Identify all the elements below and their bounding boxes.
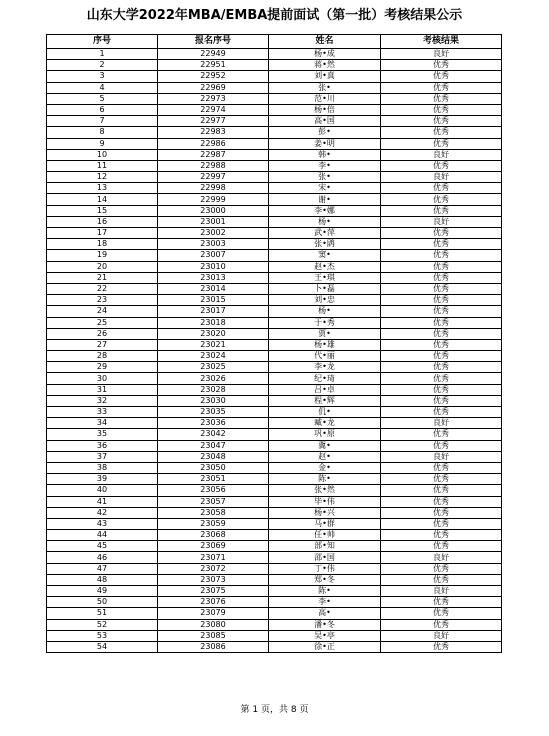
cell-result: 优秀 — [381, 541, 502, 552]
cell-registration-number: 23002 — [158, 228, 269, 239]
table-row — [47, 351, 502, 362]
page-footer: 第 1 页，共 8 页 — [240, 705, 309, 715]
cell-registration-number: 23069 — [158, 541, 269, 552]
cell-name: 丁•伟 — [269, 563, 381, 574]
cell-name: 谢• — [269, 194, 381, 205]
cell-name: 潘•冬 — [269, 619, 381, 630]
cell-serial: 54 — [47, 641, 158, 652]
cell-registration-number: 22974 — [158, 104, 269, 115]
table-row — [47, 317, 502, 328]
cell-serial: 13 — [47, 183, 158, 194]
cell-result: 优秀 — [381, 160, 502, 171]
table-row — [47, 518, 502, 529]
cell-registration-number: 23007 — [158, 250, 269, 261]
cell-name: 武•萍 — [269, 228, 381, 239]
cell-registration-number: 23015 — [158, 295, 269, 306]
cell-registration-number: 22969 — [158, 82, 269, 93]
cell-registration-number: 23018 — [158, 317, 269, 328]
cell-registration-number: 23024 — [158, 351, 269, 362]
table-row — [47, 339, 502, 350]
cell-result: 优秀 — [381, 507, 502, 518]
cell-name: 窦• — [269, 250, 381, 261]
cell-registration-number: 23080 — [158, 619, 269, 630]
cell-name: 张• — [269, 172, 381, 183]
cell-serial: 44 — [47, 530, 158, 541]
table-row — [47, 261, 502, 272]
cell-serial: 22 — [47, 283, 158, 294]
cell-serial: 38 — [47, 462, 158, 473]
cell-registration-number: 22977 — [158, 116, 269, 127]
cell-result: 优秀 — [381, 462, 502, 473]
cell-serial: 39 — [47, 474, 158, 485]
table-row — [47, 362, 502, 373]
cell-name: 张•鹍 — [269, 239, 381, 250]
table-row — [47, 138, 502, 149]
cell-result: 优秀 — [381, 272, 502, 283]
cell-serial: 21 — [47, 272, 158, 283]
cell-name: 宋• — [269, 183, 381, 194]
cell-result: 优秀 — [381, 474, 502, 485]
table-row — [47, 82, 502, 93]
table-row — [47, 127, 502, 138]
cell-name: 李•龙 — [269, 362, 381, 373]
cell-serial: 18 — [47, 239, 158, 250]
table-row — [47, 552, 502, 563]
cell-registration-number: 23026 — [158, 373, 269, 384]
cell-name: 李• — [269, 160, 381, 171]
page-title: 山东大学2022年MBA/EMBA提前面试（第一批）考核结果公示 — [86, 8, 463, 23]
cell-name: 李• — [269, 597, 381, 608]
table-row — [47, 608, 502, 619]
cell-name: 范•川 — [269, 93, 381, 104]
cell-result: 优秀 — [381, 373, 502, 384]
cell-registration-number: 23073 — [158, 574, 269, 585]
cell-result: 良好 — [381, 451, 502, 462]
cell-registration-number: 23025 — [158, 362, 269, 373]
table-row — [47, 250, 502, 261]
cell-result: 优秀 — [381, 317, 502, 328]
cell-result: 优秀 — [381, 407, 502, 418]
cell-serial: 46 — [47, 552, 158, 563]
cell-serial: 26 — [47, 328, 158, 339]
cell-serial: 23 — [47, 295, 158, 306]
cell-name: 卜•磊 — [269, 283, 381, 294]
cell-result: 优秀 — [381, 82, 502, 93]
table-row — [47, 407, 502, 418]
cell-serial: 7 — [47, 116, 158, 127]
cell-name: 刘•真 — [269, 71, 381, 82]
cell-registration-number: 22952 — [158, 71, 269, 82]
cell-serial: 50 — [47, 597, 158, 608]
table-row — [47, 619, 502, 630]
cell-name: 吕•卓 — [269, 384, 381, 395]
cell-registration-number: 23072 — [158, 563, 269, 574]
cell-serial: 52 — [47, 619, 158, 630]
table-row — [47, 440, 502, 451]
cell-result: 优秀 — [381, 574, 502, 585]
cell-serial: 32 — [47, 395, 158, 406]
cell-serial: 10 — [47, 149, 158, 160]
cell-name: 邵•国 — [269, 552, 381, 563]
cell-result: 优秀 — [381, 60, 502, 71]
cell-serial: 19 — [47, 250, 158, 261]
table-row — [47, 630, 502, 641]
cell-result: 良好 — [381, 172, 502, 183]
cell-result: 优秀 — [381, 239, 502, 250]
cell-name: 任•帅 — [269, 530, 381, 541]
cell-registration-number: 23042 — [158, 429, 269, 440]
cell-serial: 9 — [47, 138, 158, 149]
cell-serial: 1 — [47, 49, 158, 60]
cell-name: 杨•成 — [269, 49, 381, 60]
cell-serial: 42 — [47, 507, 158, 518]
cell-result: 良好 — [381, 552, 502, 563]
cell-registration-number: 23056 — [158, 485, 269, 496]
cell-name: 杨• — [269, 216, 381, 227]
table-row — [47, 283, 502, 294]
cell-result: 优秀 — [381, 395, 502, 406]
header-result: 考核结果 — [381, 35, 502, 49]
results-table — [46, 34, 502, 653]
table-row — [47, 194, 502, 205]
table-row — [47, 116, 502, 127]
table-row — [47, 384, 502, 395]
cell-registration-number: 23059 — [158, 518, 269, 529]
cell-result: 优秀 — [381, 250, 502, 261]
cell-serial: 30 — [47, 373, 158, 384]
cell-registration-number: 22988 — [158, 160, 269, 171]
table-row — [47, 641, 502, 652]
cell-registration-number: 23051 — [158, 474, 269, 485]
cell-result: 良好 — [381, 586, 502, 597]
cell-serial: 47 — [47, 563, 158, 574]
header-serial: 序号 — [47, 35, 158, 49]
cell-name: 张• — [269, 82, 381, 93]
cell-serial: 6 — [47, 104, 158, 115]
table-row — [47, 149, 502, 160]
table-row — [47, 183, 502, 194]
cell-name: 陈• — [269, 586, 381, 597]
table-row — [47, 216, 502, 227]
table-row — [47, 530, 502, 541]
cell-registration-number: 23020 — [158, 328, 269, 339]
cell-serial: 33 — [47, 407, 158, 418]
cell-name: 李•娜 — [269, 205, 381, 216]
cell-serial: 35 — [47, 429, 158, 440]
cell-result: 良好 — [381, 149, 502, 160]
cell-name: 毕•伟 — [269, 496, 381, 507]
cell-serial: 31 — [47, 384, 158, 395]
cell-result: 优秀 — [381, 205, 502, 216]
cell-name: 姜•明 — [269, 138, 381, 149]
cell-serial: 48 — [47, 574, 158, 585]
cell-registration-number: 23021 — [158, 339, 269, 350]
table-row — [47, 541, 502, 552]
cell-serial: 8 — [47, 127, 158, 138]
cell-result: 优秀 — [381, 261, 502, 272]
table-row — [47, 49, 502, 60]
cell-serial: 45 — [47, 541, 158, 552]
table-row — [47, 71, 502, 82]
cell-name: 高•国 — [269, 116, 381, 127]
cell-name: 于•秀 — [269, 317, 381, 328]
cell-name: 吴•亭 — [269, 630, 381, 641]
cell-result: 优秀 — [381, 339, 502, 350]
cell-result: 优秀 — [381, 429, 502, 440]
cell-result: 优秀 — [381, 183, 502, 194]
cell-name: 徐•正 — [269, 641, 381, 652]
table-row — [47, 60, 502, 71]
cell-serial: 15 — [47, 205, 158, 216]
table-row — [47, 160, 502, 171]
cell-serial: 29 — [47, 362, 158, 373]
table-row — [47, 395, 502, 406]
table-header-row — [47, 35, 502, 49]
cell-registration-number: 23048 — [158, 451, 269, 462]
cell-registration-number: 23071 — [158, 552, 269, 563]
cell-registration-number: 23036 — [158, 418, 269, 429]
cell-registration-number: 22986 — [158, 138, 269, 149]
cell-result: 优秀 — [381, 362, 502, 373]
cell-registration-number: 23013 — [158, 272, 269, 283]
cell-result: 优秀 — [381, 116, 502, 127]
cell-registration-number: 22998 — [158, 183, 269, 194]
cell-name: 杨• — [269, 306, 381, 317]
cell-result: 优秀 — [381, 563, 502, 574]
table-row — [47, 239, 502, 250]
header-registration-number: 报名序号 — [158, 35, 269, 49]
cell-result: 优秀 — [381, 608, 502, 619]
cell-serial: 3 — [47, 71, 158, 82]
table-row — [47, 474, 502, 485]
table-row — [47, 597, 502, 608]
cell-result: 优秀 — [381, 485, 502, 496]
cell-registration-number: 22987 — [158, 149, 269, 160]
cell-name: 臧•龙 — [269, 418, 381, 429]
table-row — [47, 205, 502, 216]
cell-registration-number: 23085 — [158, 630, 269, 641]
cell-serial: 41 — [47, 496, 158, 507]
table-row — [47, 93, 502, 104]
cell-result: 优秀 — [381, 496, 502, 507]
cell-registration-number: 23058 — [158, 507, 269, 518]
cell-result: 优秀 — [381, 138, 502, 149]
cell-serial: 16 — [47, 216, 158, 227]
table-row — [47, 228, 502, 239]
cell-name: 冀• — [269, 440, 381, 451]
cell-name: 金• — [269, 462, 381, 473]
cell-name: 部•知 — [269, 541, 381, 552]
cell-name: 巩•原 — [269, 429, 381, 440]
cell-registration-number: 23001 — [158, 216, 269, 227]
table-row — [47, 462, 502, 473]
table-row — [47, 104, 502, 115]
cell-result: 优秀 — [381, 351, 502, 362]
cell-serial: 4 — [47, 82, 158, 93]
cell-serial: 2 — [47, 60, 158, 71]
cell-registration-number: 23028 — [158, 384, 269, 395]
cell-serial: 34 — [47, 418, 158, 429]
cell-name: 高• — [269, 608, 381, 619]
cell-serial: 51 — [47, 608, 158, 619]
cell-serial: 11 — [47, 160, 158, 171]
cell-name: 韩• — [269, 149, 381, 160]
cell-name: 蒋•然 — [269, 60, 381, 71]
cell-serial: 14 — [47, 194, 158, 205]
table-row — [47, 306, 502, 317]
cell-result: 优秀 — [381, 440, 502, 451]
cell-result: 优秀 — [381, 127, 502, 138]
cell-result: 优秀 — [381, 306, 502, 317]
cell-serial: 25 — [47, 317, 158, 328]
table-row — [47, 563, 502, 574]
cell-registration-number: 23086 — [158, 641, 269, 652]
header-name: 姓名 — [269, 35, 381, 49]
cell-name: 贾• — [269, 328, 381, 339]
cell-registration-number: 22999 — [158, 194, 269, 205]
cell-serial: 53 — [47, 630, 158, 641]
cell-result: 优秀 — [381, 194, 502, 205]
cell-serial: 37 — [47, 451, 158, 462]
cell-result: 优秀 — [381, 530, 502, 541]
table-row — [47, 295, 502, 306]
cell-registration-number: 23010 — [158, 261, 269, 272]
cell-registration-number: 23003 — [158, 239, 269, 250]
cell-result: 优秀 — [381, 518, 502, 529]
cell-result: 良好 — [381, 418, 502, 429]
cell-serial: 28 — [47, 351, 158, 362]
cell-result: 优秀 — [381, 328, 502, 339]
cell-registration-number: 22997 — [158, 172, 269, 183]
cell-result: 优秀 — [381, 384, 502, 395]
cell-name: 陈• — [269, 474, 381, 485]
cell-registration-number: 23030 — [158, 395, 269, 406]
cell-serial: 49 — [47, 586, 158, 597]
cell-serial: 5 — [47, 93, 158, 104]
cell-name: 代•丽 — [269, 351, 381, 362]
cell-name: 赵•杰 — [269, 261, 381, 272]
cell-result: 良好 — [381, 630, 502, 641]
cell-name: 杨•雄 — [269, 339, 381, 350]
cell-result: 优秀 — [381, 597, 502, 608]
cell-registration-number: 23000 — [158, 205, 269, 216]
cell-registration-number: 23068 — [158, 530, 269, 541]
cell-name: 马•群 — [269, 518, 381, 529]
table-body — [47, 49, 502, 653]
table-row — [47, 586, 502, 597]
cell-serial: 17 — [47, 228, 158, 239]
cell-name: 程•辉 — [269, 395, 381, 406]
cell-name: 仉• — [269, 407, 381, 418]
cell-result: 优秀 — [381, 93, 502, 104]
cell-name: 王•琪 — [269, 272, 381, 283]
cell-name: 刘•忠 — [269, 295, 381, 306]
cell-registration-number: 23047 — [158, 440, 269, 451]
cell-serial: 27 — [47, 339, 158, 350]
cell-registration-number: 23014 — [158, 283, 269, 294]
table-row — [47, 496, 502, 507]
cell-name: 张•然 — [269, 485, 381, 496]
table-row — [47, 485, 502, 496]
table-row — [47, 507, 502, 518]
cell-result: 良好 — [381, 49, 502, 60]
cell-registration-number: 23076 — [158, 597, 269, 608]
cell-result: 优秀 — [381, 283, 502, 294]
table-row — [47, 272, 502, 283]
table-row — [47, 451, 502, 462]
cell-name: 彭• — [269, 127, 381, 138]
cell-serial: 43 — [47, 518, 158, 529]
cell-registration-number: 23057 — [158, 496, 269, 507]
cell-result: 优秀 — [381, 619, 502, 630]
cell-name: 纪•琦 — [269, 373, 381, 384]
cell-registration-number: 22983 — [158, 127, 269, 138]
cell-name: 郑•冬 — [269, 574, 381, 585]
cell-result: 优秀 — [381, 104, 502, 115]
cell-registration-number: 23075 — [158, 586, 269, 597]
cell-serial: 36 — [47, 440, 158, 451]
table-row — [47, 429, 502, 440]
cell-serial: 20 — [47, 261, 158, 272]
cell-registration-number: 22973 — [158, 93, 269, 104]
cell-registration-number: 22951 — [158, 60, 269, 71]
cell-result: 良好 — [381, 216, 502, 227]
cell-serial: 12 — [47, 172, 158, 183]
cell-registration-number: 23079 — [158, 608, 269, 619]
table-row — [47, 373, 502, 384]
cell-result: 优秀 — [381, 228, 502, 239]
cell-registration-number: 23035 — [158, 407, 269, 418]
cell-name: 杨•兴 — [269, 507, 381, 518]
cell-name: 杨•倍 — [269, 104, 381, 115]
table-row — [47, 172, 502, 183]
cell-registration-number: 22949 — [158, 49, 269, 60]
cell-result: 优秀 — [381, 641, 502, 652]
table-row — [47, 418, 502, 429]
table-row — [47, 574, 502, 585]
cell-serial: 40 — [47, 485, 158, 496]
cell-registration-number: 23017 — [158, 306, 269, 317]
cell-registration-number: 23050 — [158, 462, 269, 473]
table-row — [47, 328, 502, 339]
cell-result: 优秀 — [381, 295, 502, 306]
cell-name: 赵• — [269, 451, 381, 462]
cell-serial: 24 — [47, 306, 158, 317]
cell-result: 优秀 — [381, 71, 502, 82]
